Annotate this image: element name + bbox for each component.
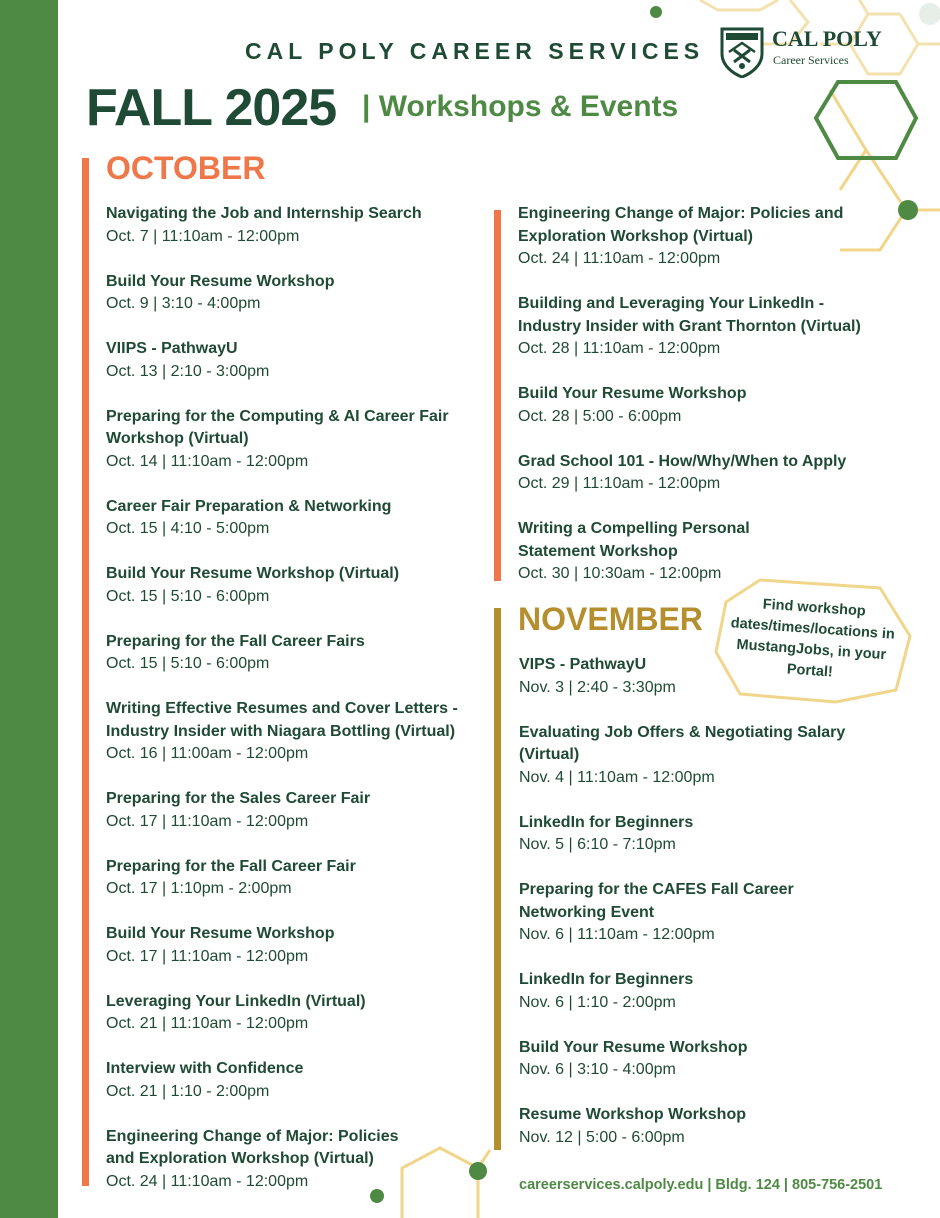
october-event-list-continued [518, 203, 898, 608]
event-item [518, 203, 898, 271]
event-title: Build Your Resume Workshop [519, 1038, 748, 1056]
event-date: Oct. 7 | 11:10am - 12:00pm [106, 227, 300, 245]
event-title: Preparing for the Sales Career Fair [106, 790, 371, 807]
event-date: Oct. 24 | 11:10am - 12:00pm [518, 250, 721, 267]
event-item [106, 203, 486, 248]
event-item [106, 563, 486, 608]
event-item [518, 451, 898, 496]
logo-wordmark: CAL POLY [772, 26, 882, 51]
event-title: Preparing for the Fall Career Fairs [106, 632, 365, 650]
event-title: Engineering Change of Major: Policies and Exploration Workshop (Virtual) [518, 205, 844, 245]
october-bar [82, 158, 89, 1186]
event-date: Nov. 4 | 11:10am - 12:00pm [519, 768, 715, 786]
org-heading: CAL POLY CAREER SERVICES [245, 38, 705, 64]
event-title: Build Your Resume Workshop (Virtual) [106, 565, 400, 582]
november-heading: NOVEMBER [518, 601, 703, 637]
event-title: Interview with Confidence [106, 1060, 304, 1077]
event-item [106, 406, 486, 474]
event-date: Oct. 24 | 11:10am - 12:00pm [106, 1172, 309, 1190]
event-title: Build Your Resume Workshop [106, 272, 335, 290]
event-title: Build Your Resume Workshop [106, 925, 335, 942]
logo-tagline: Career Services [773, 53, 849, 67]
event-date: Nov. 6 | 11:10am - 12:00pm [519, 926, 715, 943]
event-item [106, 991, 486, 1036]
event-date: Oct. 21 | 1:10 - 2:00pm [106, 1082, 270, 1100]
event-item [106, 698, 486, 766]
event-item [519, 1037, 899, 1082]
event-title: Preparing for the CAFES Fall Career Networking Event [519, 881, 794, 921]
event-item [106, 496, 486, 541]
contact-footer[interactable]: careerservices.calpoly.edu | Bldg. 124 | 805-756-2501 [519, 1177, 883, 1193]
event-date: Oct. 15 | 5:10 - 6:00pm [106, 587, 270, 605]
event-date: Oct. 29 | 11:10am - 12:00pm [518, 475, 721, 492]
shield-icon [720, 26, 764, 78]
event-item [519, 812, 899, 857]
event-date: Nov. 5 | 6:10 - 7:10pm [519, 836, 676, 853]
october-bar-right [494, 210, 501, 581]
event-item [518, 518, 898, 586]
event-date: Oct. 14 | 11:10am - 12:00pm [106, 452, 309, 470]
event-title: Grad School 101 - How/Why/When to Apply [518, 452, 847, 470]
event-item [106, 631, 486, 676]
november-bar [494, 608, 501, 1150]
november-event-list [519, 654, 899, 1172]
event-date: Oct. 28 | 5:00 - 6:00pm [518, 407, 682, 425]
event-item [519, 879, 899, 947]
event-title: Engineering Change of Major: Policies and Exploration Workshop (Virtual) [106, 1127, 399, 1167]
event-item [519, 969, 899, 1014]
cal-poly-logo [720, 26, 890, 82]
event-title: VIPS - PathwayU [519, 656, 647, 673]
event-date: Oct. 17 | 11:10am - 12:00pm [106, 812, 309, 830]
event-item [106, 856, 486, 901]
event-title: Preparing for the Computing & AI Career Fair Workshop (Virtual) [106, 407, 449, 447]
event-date: Oct. 21 | 11:10am - 12:00pm [106, 1015, 309, 1032]
event-item [106, 1126, 486, 1194]
event-item [519, 1104, 899, 1149]
event-date: Oct. 28 | 11:10am - 12:00pm [518, 340, 721, 357]
event-date: Oct. 17 | 1:10pm - 2:00pm [106, 880, 292, 897]
event-title: Writing Effective Resumes and Cover Letters - Industry Insider with Niagara Bottling (Virtual) [106, 700, 458, 740]
event-date: Oct. 9 | 3:10 - 4:00pm [106, 295, 261, 312]
october-event-list [106, 203, 486, 1216]
event-title: Preparing for the Fall Career Fair [106, 857, 356, 875]
event-item [106, 923, 486, 968]
event-title: Career Fair Preparation & Networking [106, 497, 392, 515]
page-title: FALL 2025 [86, 79, 337, 137]
event-title: LinkedIn for Beginners [519, 813, 694, 831]
event-title: Resume Workshop Workshop [519, 1106, 746, 1123]
event-title: Navigating the Job and Internship Search [106, 205, 422, 222]
event-date: Oct. 16 | 11:00am - 12:00pm [106, 745, 309, 762]
event-title: VIIPS - PathwayU [106, 340, 238, 357]
left-accent-bar [0, 0, 58, 1218]
event-item [106, 271, 486, 316]
event-title: Build Your Resume Workshop [518, 385, 747, 402]
event-item [518, 293, 898, 361]
portal-note: Find workshop dates/times/locations in MustangJobs, in your Portal! [730, 596, 896, 681]
event-date: Nov. 6 | 1:10 - 2:00pm [519, 993, 676, 1011]
october-heading: OCTOBER [106, 150, 266, 186]
event-date: Oct. 15 | 5:10 - 6:00pm [106, 655, 270, 672]
event-title: Writing a Compelling Personal Statement Workshop [518, 520, 750, 560]
event-title: Evaluating Job Offers & Negotiating Salary (Virtual) [519, 723, 846, 763]
event-date: Oct. 30 | 10:30am - 12:00pm [518, 565, 722, 582]
event-title: LinkedIn for Beginners [519, 971, 694, 988]
event-date: Oct. 15 | 4:10 - 5:00pm [106, 520, 270, 537]
event-item [106, 788, 486, 833]
event-date: Nov. 12 | 5:00 - 6:00pm [519, 1128, 685, 1146]
event-date: Nov. 3 | 2:40 - 3:30pm [519, 678, 676, 696]
event-date: Oct. 13 | 2:10 - 3:00pm [106, 362, 270, 380]
event-date: Oct. 17 | 11:10am - 12:00pm [106, 947, 309, 965]
event-item [518, 383, 898, 428]
event-title: Leveraging Your LinkedIn (Virtual) [106, 992, 366, 1010]
event-item [519, 722, 899, 790]
event-date: Nov. 6 | 3:10 - 4:00pm [519, 1061, 676, 1078]
event-item [106, 1058, 486, 1103]
page-subtitle: | Workshops & Events [362, 90, 679, 123]
event-item [106, 338, 486, 383]
event-title: Building and Leveraging Your LinkedIn - Industry Insider with Grant Thornton (Virtual) [518, 295, 861, 335]
